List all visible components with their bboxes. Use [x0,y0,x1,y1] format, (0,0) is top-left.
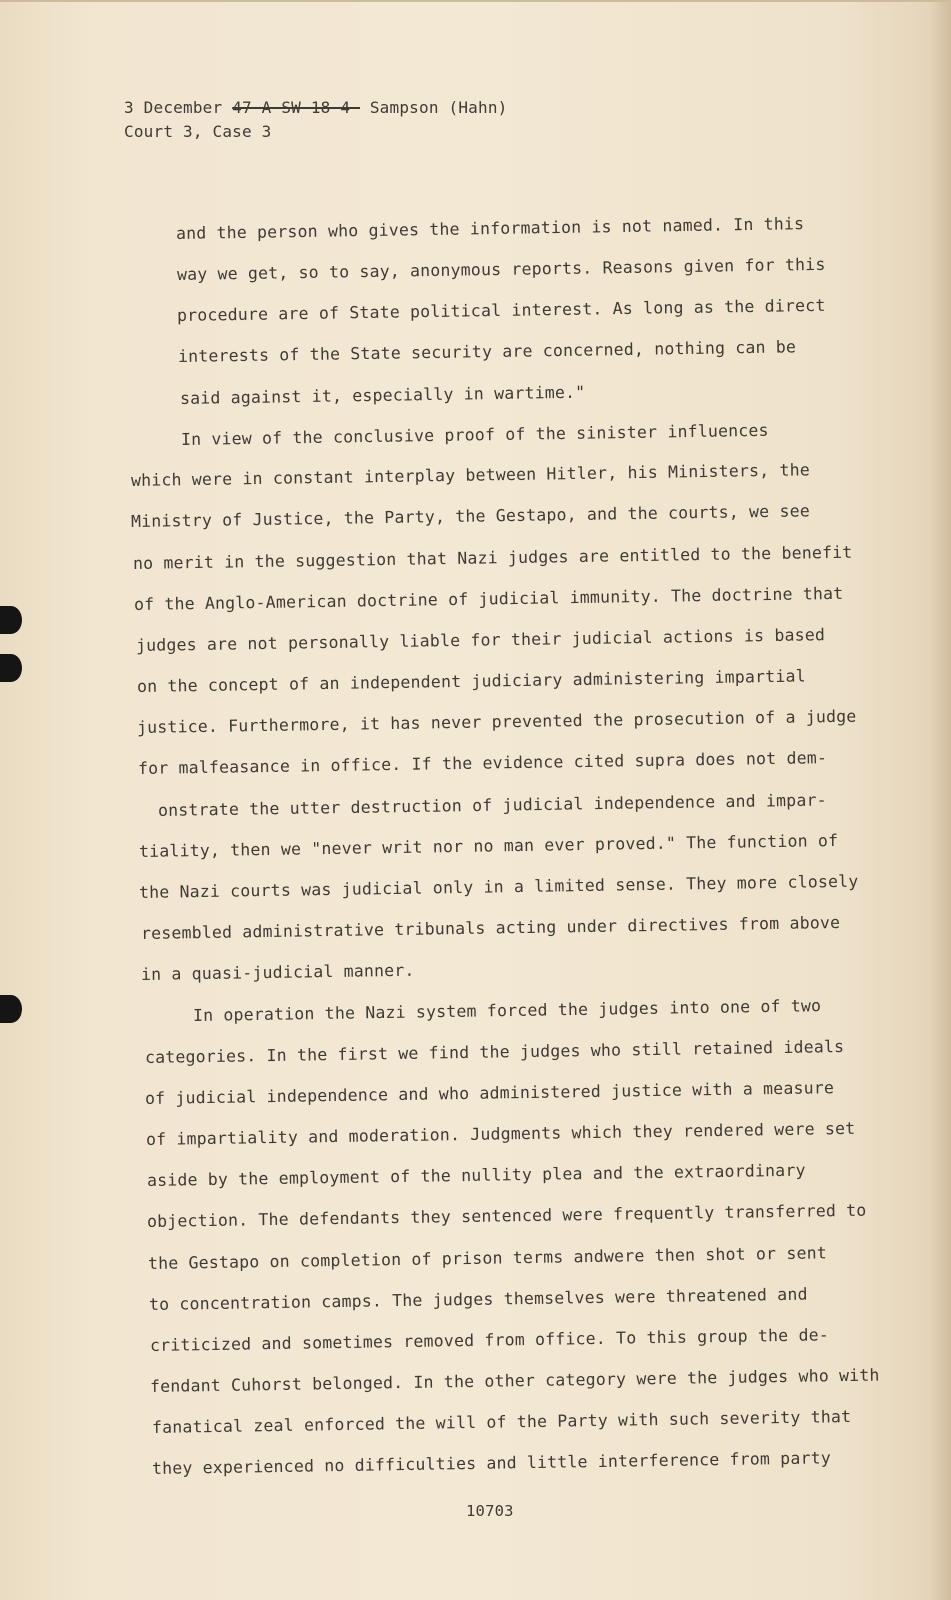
text-line: onstrate the utter destruction of judicial independence and impar- [157,790,827,820]
header-date: 3 December [124,98,223,117]
punch-hole [0,995,22,1023]
text-line: resembled administrative tribunals acting under directives from above [140,913,841,943]
punch-hole [0,654,22,682]
text-line: in a quasi-judicial manner. [140,960,415,984]
document-header [124,96,508,144]
text-line: which were in constant interplay between Hitler, his Ministers, the [130,460,811,490]
header-struck-reference: 47-A-SW-18-4- [232,98,360,117]
text-line: fanatical zeal enforced the will of the Party with such severity that [151,1407,852,1437]
text-line: on the concept of an independent judiciary administering impartial [136,666,806,696]
punch-hole [0,606,22,634]
text-line: categories. In the first we find the judges who still retained ideals [144,1037,845,1067]
text-line: judges are not personally liable for their judicial actions is based [135,625,826,655]
text-line: of the Anglo-American doctrine of judicial immunity. The doctrine that [133,583,844,614]
text-line: the Gestapo on completion of prison terms andwere then shot or sent [147,1243,828,1273]
text-line: procedure are of State political interest. As long as the direct [176,295,826,325]
header-court: Court 3, Case 3 [124,122,272,141]
text-line: justice. Furthermore, it has never prevented the prosecution of a judge [136,706,857,737]
text-line: they experienced no difficulties and little interference from party [151,1448,832,1478]
text-line: to concentration camps. The judges themselves were threatened and [148,1284,808,1314]
text-line: the Nazi courts was judicial only in a limited sense. They more closely [138,871,859,902]
text-line: objection. The defendants they sentenced were frequently transferred to [146,1200,867,1231]
text-line: no merit in the suggestion that Nazi judges are entitled to the benefit [132,542,853,573]
text-line: aside by the employment of the nullity plea and the extraordinary [146,1160,806,1190]
text-line: of judicial independence and who administered justice with a measure [144,1078,835,1108]
text-line: of impartiality and moderation. Judgments which they rendered were set [145,1118,856,1149]
text-line: Ministry of Justice, the Party, the Gestapo, and the courts, we see [130,501,811,531]
text-line: for malfeasance in office. If the evidence cited supra does not dem- [137,748,828,778]
header-line-1 [124,96,508,120]
header-reporter: Sampson (Hahn) [369,98,508,117]
page-number: 10703 [466,1502,514,1520]
text-line: and the person who gives the information is not named. In this [175,214,805,243]
text-line: In operation the Nazi system forced the judges into one of two [192,996,822,1025]
text-line: said against it, especially in wartime." [179,382,586,408]
text-line: way we get, so to say, anonymous reports. Reasons given for this [176,254,826,284]
text-line: tiality, then we "never writ nor no man ever proved." The function of [138,831,839,861]
text-line: interests of the State security are concerned, nothing can be [177,337,797,366]
text-line: In view of the conclusive proof of the sinister influences [180,420,769,449]
text-line: criticized and sometimes removed from office. To this group the de- [149,1325,830,1355]
text-line: fendant Cuhorst belonged. In the other category were the judges who with [149,1365,880,1396]
